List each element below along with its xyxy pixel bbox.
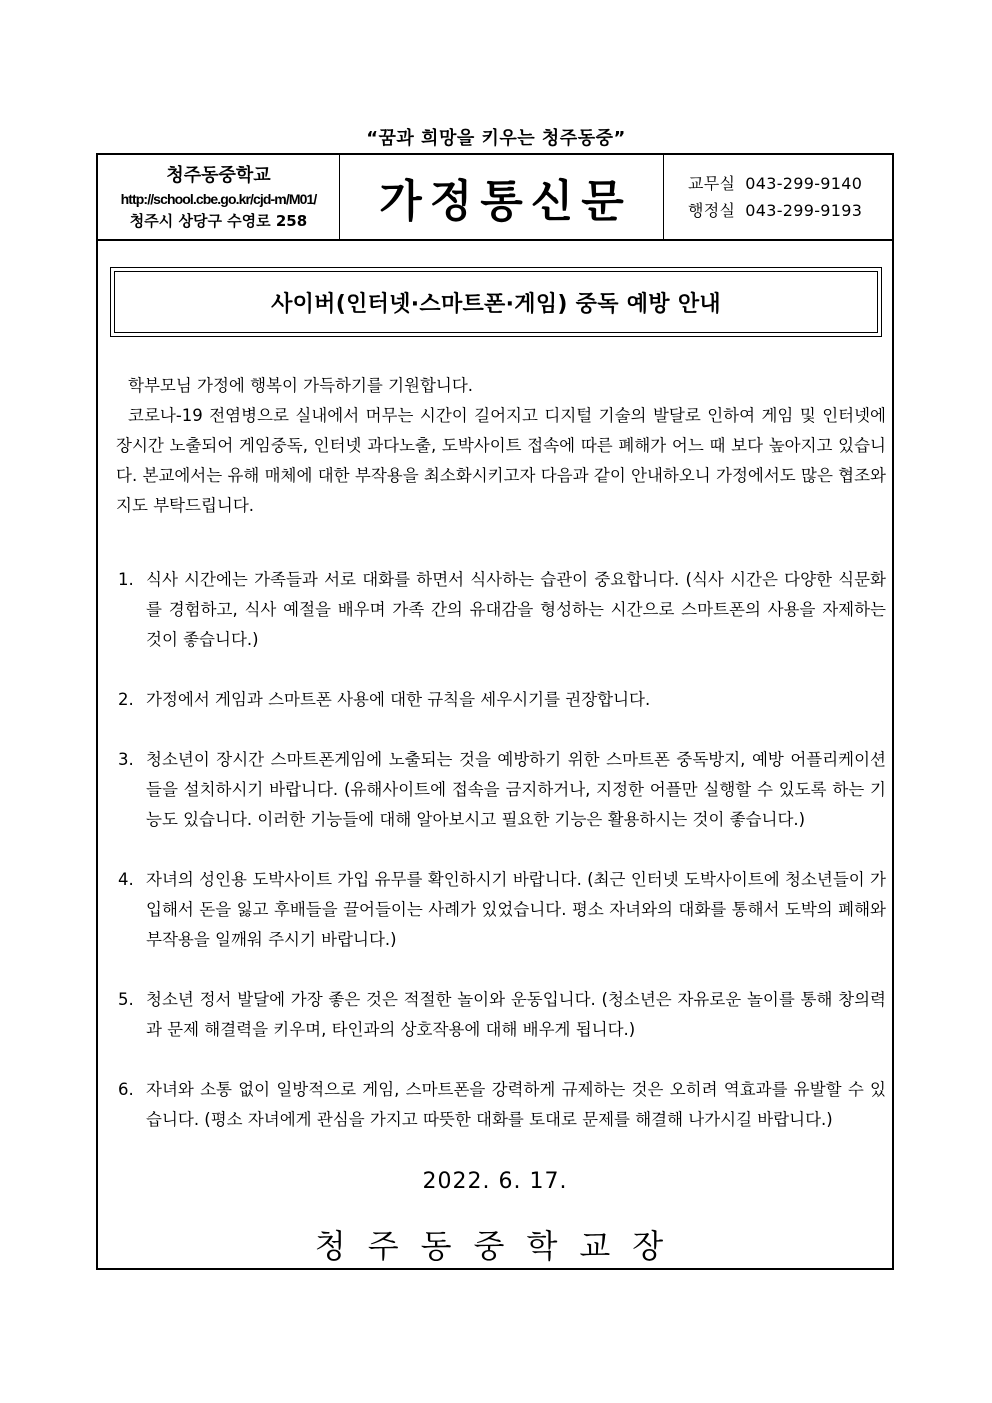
item-text: 자녀와 소통 없이 일방적으로 게임, 스마트폰을 강력하게 규제하는 것은 오히려 역효과를 유발할 수 있습니다. (평소 자녀에게 관심을 가지고 따뜻한 대화를 토대로 문제를 해결해 나가시길 바랍니다.) bbox=[146, 1080, 886, 1129]
contact-label: 행정실 bbox=[688, 201, 736, 220]
item-text: 청소년이 장시간 스마트폰게임에 노출되는 것을 예방하기 위한 스마트폰 중독방지, 예방 어플리케이션들을 설치하시기 바랍니다. (유해사이트에 접속을 금지하거나, 지정한 어플만 실행할 수 있도록 하는 기능도 있습니다. 이러한 기능들에 대해 알아보시고 필요한 기능은 활용하시는 것이 좋습니다.) bbox=[146, 750, 886, 829]
intro-paragraph: 코로나-19 전염병으로 실내에서 머무는 시간이 길어지고 디지털 기술의 발달로 인하여 게임 및 인터넷에 장시간 노출되어 게임중독, 인터넷 과다노출, 도박사이트 접속에 따른 폐해가 어느 때 보다 높아지고 있습니다. 본교에서는 유해 매체에 대한 부작용을 최소화시키고자 다음과 같이 안내하오니 가정에서도 많은 협조와 지도 부탁드립니다. bbox=[116, 406, 886, 515]
item-text: 자녀의 성인용 도박사이트 가입 유무를 확인하시기 바랍니다. (최근 인터넷 도박사이트에 청소년들이 가입해서 돈을 잃고 후배들을 끌어들이는 사례가 있었습니다. 평소 자녀와의 대화를 통해서 도박의 폐해와 부작용을 일깨워 주시기 바랍니다.) bbox=[146, 870, 886, 949]
school-address: 청주시 상당구 수영로 258 bbox=[129, 212, 308, 230]
school-motto: “꿈과 희망을 키우는 청주동중” bbox=[366, 128, 626, 149]
list-item bbox=[116, 745, 886, 835]
contact-row-academic bbox=[688, 170, 892, 197]
newsletter-frame bbox=[96, 153, 894, 1270]
list-item bbox=[116, 1075, 886, 1135]
contact-phone: 043-299-9140 bbox=[745, 174, 863, 193]
item-number: 2. bbox=[118, 690, 134, 709]
contact-phone: 043-299-9193 bbox=[745, 201, 863, 220]
item-text: 가정에서 게임과 스마트폰 사용에 대한 규칙을 세우시기를 권장합니다. bbox=[146, 690, 651, 709]
list-item bbox=[116, 685, 886, 715]
title-cell bbox=[340, 155, 664, 239]
contact-row-admin bbox=[688, 197, 892, 224]
contact-info bbox=[664, 155, 892, 239]
contact-label: 교무실 bbox=[688, 174, 736, 193]
school-info bbox=[98, 155, 340, 239]
guidance-list bbox=[116, 565, 886, 1135]
greeting: 학부모님 가정에 행복이 가득하기를 기원합니다. bbox=[128, 376, 474, 395]
newsletter-title: 가정통신문 bbox=[379, 176, 632, 227]
item-number: 1. bbox=[118, 570, 134, 589]
issue-date: 2022. 6. 17. bbox=[422, 1169, 568, 1194]
letter-body bbox=[116, 371, 886, 1135]
principal-signature: 청주동중학교장 bbox=[314, 1227, 686, 1265]
subject-title: 사이버(인터넷·스마트폰·게임) 중독 예방 안내 bbox=[114, 271, 878, 333]
school-url[interactable]: http://school.cbe.go.kr/cjd-m/M01/ bbox=[120, 191, 317, 207]
list-item bbox=[116, 865, 886, 955]
item-number: 6. bbox=[118, 1080, 134, 1099]
item-number: 3. bbox=[118, 750, 134, 769]
subject-box bbox=[110, 267, 882, 337]
item-text: 청소년 정서 발달에 가장 좋은 것은 적절한 놀이와 운동입니다. (청소년은 자유로운 놀이를 통해 창의력과 문제 해결력을 키우며, 타인과의 상호작용에 대해 배우게 됩니다.) bbox=[146, 990, 886, 1039]
item-text: 식사 시간에는 가족들과 서로 대화를 하면서 식사하는 습관이 중요합니다. (식사 시간은 다양한 식문화를 경험하고, 식사 예절을 배우며 가족 간의 유대감을 형성하는 시간으로 스마트폰의 사용을 자제하는 것이 좋습니다.) bbox=[146, 570, 886, 649]
letterhead bbox=[98, 155, 892, 241]
item-number: 4. bbox=[118, 870, 134, 889]
item-number: 5. bbox=[118, 990, 134, 1009]
list-item bbox=[116, 985, 886, 1045]
school-name: 청주동중학교 bbox=[166, 165, 271, 186]
list-item bbox=[116, 565, 886, 655]
